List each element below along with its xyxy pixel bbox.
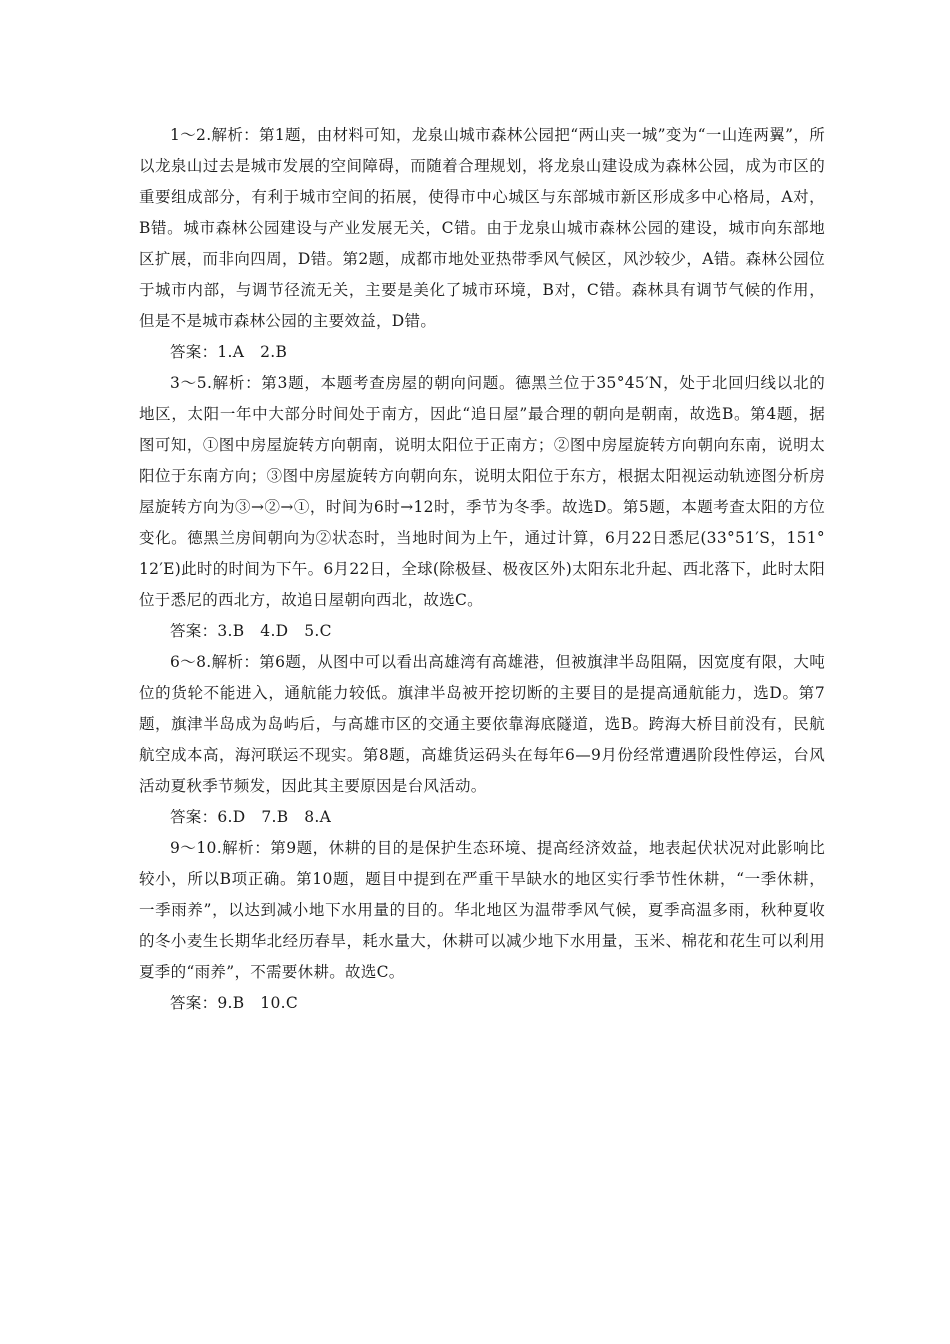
answer-line-3: 答案：6.D 7.B 8.A	[170, 808, 332, 826]
answer-line-4: 答案：9.B 10.C	[170, 994, 298, 1012]
answer-line-1: 答案：1.A 2.B	[170, 343, 288, 361]
analysis-paragraph-1: 1～2.解析：第1题，由材料可知，龙泉山城市森林公园把“两山夹一城”变为“一山连两翼”，所以龙泉山过去是城市发展的空间障碍，而随着合理规划，将龙泉山建设成为森林公园，成为市区的重要组成部分，有利于城市空间的拓展，使得市中心城区与东部城市新区形成多中心格局，A对，B错。城市森林公园建设与产业发展无关，C错。由于龙泉山城市森林公园的建设，城市向东部地区扩展，而非向四周，D错。第2题，成都市地处亚热带季风气候区，风沙较少，A错。森林公园位于城市内部，与调节径流无关，主要是美化了城市环境，B对，C错。森林具有调节气候的作用，但是不是城市森林公园的主要效益，D错。	[139, 126, 825, 330]
answer-key-content	[139, 120, 825, 1019]
analysis-paragraph-3: 6～8.解析：第6题，从图中可以看出高雄湾有高雄港，但被旗津半岛阻隔，因宽度有限，大吨位的货轮不能进入，通航能力较低。旗津半岛被开挖切断的主要目的是提高通航能力，选D。第7题，旗津半岛成为岛屿后，与高雄市区的交通主要依靠海底隧道，选B。跨海大桥目前没有，民航航空成本高，海河联运不现实。第8题，高雄货运码头在每年6—9月份经常遭遇阶段性停运，台风活动夏秋季节频发，因此其主要原因是台风活动。	[139, 653, 825, 795]
analysis-paragraph-2: 3～5.解析：第3题，本题考查房屋的朝向问题。德黑兰位于35°45′N，处于北回归线以北的地区，太阳一年中大部分时间处于南方，因此“追日屋”最合理的朝向是朝南，故选B。第4题，据图可知，①图中房屋旋转方向朝南，说明太阳位于正南方；②图中房屋旋转方向朝向东南，说明太阳位于东南方向；③图中房屋旋转方向朝向东，说明太阳位于东方，根据太阳视运动轨迹图分析房屋旋转方向为③→②→①，时间为6时→12时，季节为冬季。故选D。第5题，本题考查太阳的方位变化。德黑兰房间朝向为②状态时，当地时间为上午，通过计算，6月22日悉尼(33°51′S，151°12′E)此时的时间为下午。6月22日，全球(除极昼、极夜区外)太阳东北升起、西北落下，此时太阳位于悉尼的西北方，故追日屋朝向西北，故选C。	[139, 374, 825, 609]
answer-line-2: 答案：3.B 4.D 5.C	[170, 622, 332, 640]
analysis-paragraph-4: 9～10.解析：第9题，休耕的目的是保护生态环境、提高经济效益，地表起伏状况对此影响比较小，所以B项正确。第10题，题目中提到在严重干旱缺水的地区实行季节性休耕，“一季休耕，一季雨养”，以达到减小地下水用量的目的。华北地区为温带季风气候，夏季高温多雨，秋种夏收的冬小麦生长期华北经历春旱，耗水量大，休耕可以减少地下水用量，玉米、棉花和花生可以利用夏季的“雨养”，不需要休耕。故选C。	[139, 839, 825, 981]
